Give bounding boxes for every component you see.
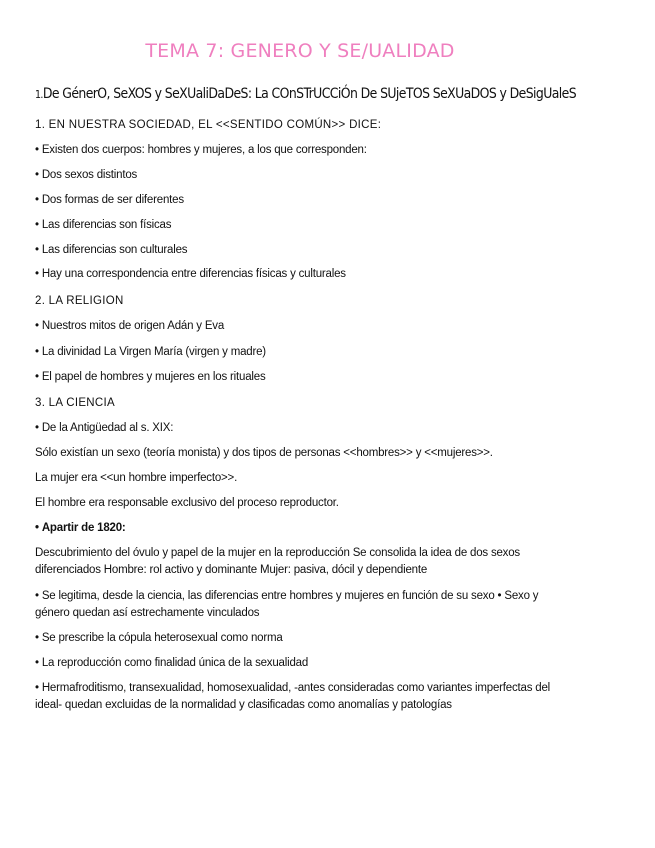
list-item: • Las diferencias son culturales	[35, 242, 187, 259]
list-item: • Las diferencias son físicas	[35, 217, 171, 234]
list-item: • Hermafroditismo, transexualidad, homosexualidad, -antes consideradas como variantes imperfectas del ideal- quedan excluidas de la normalidad y clasificadas como anomalías y patologías	[35, 680, 575, 714]
paragraph: Descubrimiento del óvulo y papel de la mujer en la reproducción Se consolida la idea de dos sexos diferenciados Hombre: rol activo y dominante Mujer: pasiva, dócil y dependiente	[35, 547, 520, 576]
list-item: • Dos formas de ser diferentes	[35, 192, 184, 209]
list-item: • Se prescribe la cópula heterosexual como norma	[35, 630, 283, 647]
list-item: • La reproducción como finalidad única de la sexualidad	[35, 655, 308, 672]
list-item: • Dos sexos distintos	[35, 167, 137, 184]
list-item: • De la Antigüedad al s. XIX:	[35, 420, 173, 437]
paragraph: La mujer era <<un hombre imperfecto>>.	[35, 472, 238, 484]
list-item: • Hay una correspondencia entre diferencias físicas y culturales	[35, 266, 346, 283]
list-item: • El papel de hombres y mujeres en los rituales	[35, 369, 266, 386]
paragraph: El hombre era responsable exclusivo del proceso reproductor.	[35, 497, 339, 509]
list-item: • La divinidad La Virgen María (virgen y madre)	[35, 344, 266, 361]
list-item: • Nuestros mitos de origen Adán y Eva	[35, 318, 224, 335]
list-item: • Se legitima, desde la ciencia, las diferencias entre hombres y mujeres en función de su sexo • Sexo y género quedan así estrechamente vinculados	[35, 588, 575, 622]
paragraph: Sólo existían un sexo (teoría monista) y dos tipos de personas <<hombres>> y <<mujeres>>.	[35, 447, 493, 459]
section-subtitle	[35, 86, 576, 102]
section-heading-religion: 2. LA RELIGION	[35, 295, 124, 307]
subtitle-number: 1.	[35, 88, 43, 101]
section-heading-ciencia: 3. LA CIENCIA	[35, 397, 115, 409]
document-title: TEMA 7: GENERO Y SE/UALIDAD	[145, 40, 455, 62]
section-heading-sociedad: 1. EN NUESTRA SOCIEDAD, EL <<SENTIDO COMÚN>> DICE:	[35, 119, 382, 131]
list-item-bold: • Apartir de 1820:	[35, 520, 126, 537]
subtitle-text: De GénerO, SeXOS y SeXUaliDaDeS: La COnSTrUCCiÓn De SUjeTOS SeXUaDOS y DeSigUaleS	[42, 86, 577, 102]
list-item: • Existen dos cuerpos: hombres y mujeres, a los que corresponden:	[35, 142, 367, 159]
